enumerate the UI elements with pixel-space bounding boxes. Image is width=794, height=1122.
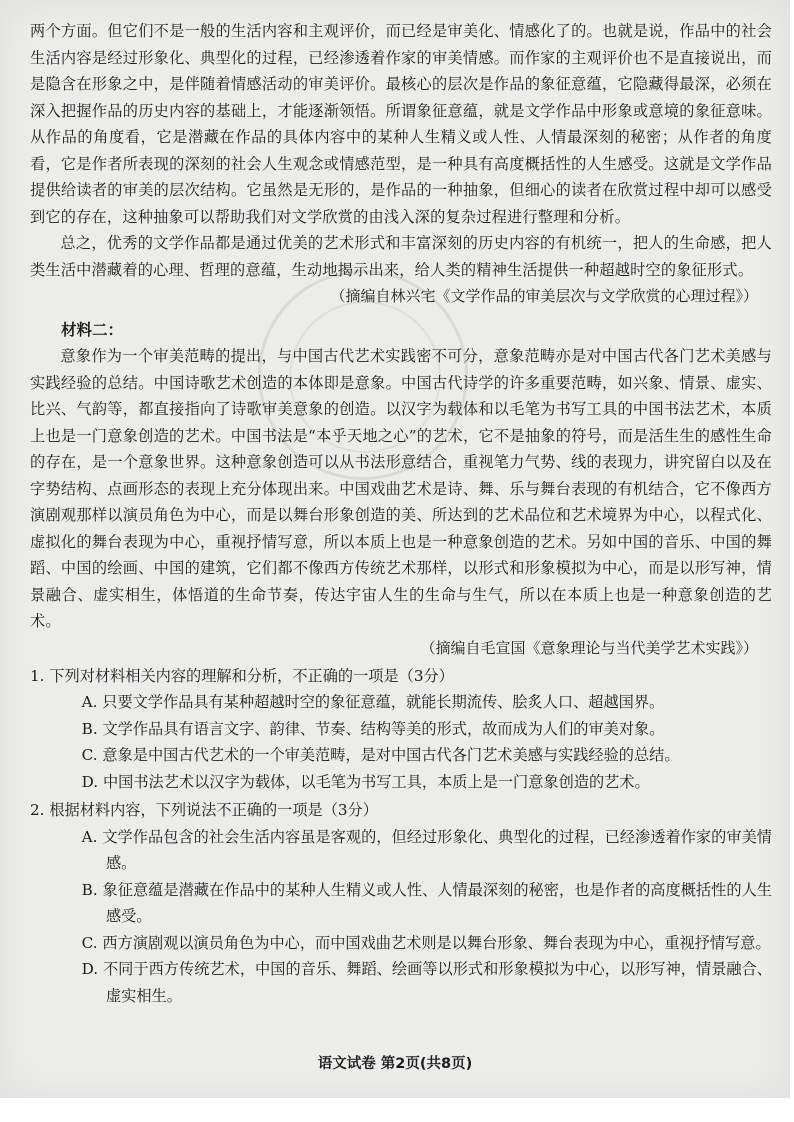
option-c: C. 西方演剧观以演员角色为中心，而中国戏曲艺术则是以舞台形象、舞台表现为中心，重视抒情写意。 bbox=[81, 933, 771, 952]
question-stem: 1. 下列对材料相关内容的理解和分析，不正确的一项是（3分） bbox=[30, 666, 454, 685]
page-content bbox=[30, 18, 772, 1009]
option-b: B. 文学作品具有语言文字、韵律、节奏、结构等美的形式，故而成为人们的审美对象。 bbox=[81, 719, 665, 738]
option-a: A. 文学作品包含的社会生活内容虽是客观的，但经过形象化、典型化的过程，已经渗透着作家的审美情感。 bbox=[81, 827, 772, 872]
material1-paragraph: 总之，优秀的文学作品都是通过优美的艺术形式和丰富深刻的历史内容的有机统一，把人的生命感，把人类生活中潜藏着的心理、哲理的意蕴，生动地揭示出来，给人类的精神生活提供一种超越时空的象征形式。 bbox=[30, 234, 772, 279]
page-footer: 语文试卷 第2页(共8页) bbox=[317, 1056, 473, 1072]
material1-paragraph: 两个方面。但它们不是一般的生活内容和主观评价，而已经是审美化、情感化了的。也就是说，作品中的社会生活内容是经过形象化、典型化的过程，已经渗透着作家的审美情感。而作家的主观评价也不是直接说出，而是隐含在形象之中，是伴随着情感活动的审美评价。最核心的层次是作品的象征意蕴，它隐藏得最深，必须在深入把握作品的历史内容的基础上，才能逐渐领悟。所谓象征意蕴，就是文学作品中形象或意境的象征意味。从作品的角度看，它是潜藏在作品的具体内容中的某种人生精义或人性、人情最深刻的秘密；从作者的角度看，它是作者所表现的深刻的社会人生观念或情感范型，是一种具有高度概括性的人生感受。这就是文学作品提供给读者的审美的层次结构。它虽然是无形的，是作品的一种抽象，但细心的读者在欣赏过程中却可以感受到它的存在，这种抽象可以帮助我们对文学欣赏的由浅入深的复杂过程进行整理和分析。 bbox=[30, 22, 772, 226]
material2-heading: 材料二： bbox=[61, 321, 124, 339]
question-2 bbox=[30, 797, 772, 1009]
question-1 bbox=[30, 663, 772, 796]
material1-source: （摘编自林兴宅《文学作品的审美层次与文学欣赏的心理过程》） bbox=[330, 287, 758, 305]
option-b: B. 象征意蕴是潜藏在作品中的某种人生精义或人性、人情最深刻的秘密，也是作者的高度概括性的人生感受。 bbox=[81, 880, 772, 925]
question-stem: 2. 根据材料内容，下列说法不正确的一项是（3分） bbox=[30, 801, 378, 819]
option-d: D. 不同于西方传统艺术，中国的音乐、舞蹈、绘画等以形式和形象模拟为中心，以形写神，情景融合、虚实相生。 bbox=[81, 960, 772, 1005]
option-a: A. 只要文学作品具有某种超越时空的象征意蕴，就能长期流传、脍炙人口、超越国界。 bbox=[81, 693, 665, 711]
option-d: D. 中国书法艺术以汉字为载体，以毛笔为书写工具，本质上是一门意象创造的艺术。 bbox=[81, 772, 650, 791]
material2-paragraph: 意象作为一个审美范畴的提出，与中国古代艺术实践密不可分，意象范畴亦是对中国古代各门艺术美感与实践经验的总结。中国诗歌艺术创造的本体即是意象。中国古代诗学的许多重要范畴，如兴象、情景、虚实、比兴、气韵等，都直接指向了诗歌审美意象的创造。以汉字为载体和以毛笔为书写工具的中国书法艺术，本质上也是一门意象创造的艺术。中国书法是“本乎天地之心”的艺术，它不是抽象的符号，而是活生生的感性生命的存在，是一个意象世界。这种意象创造可以从书法形意结合，重视笔力气势、线的表现力，讲究留白以及在字势结构、点画形态的表现上充分体现出来。中国戏曲艺术是诗、舞、乐与舞台表现的有机结合，它不像西方演剧观那样以演员角色为中心，而是以舞台形象创造的美、所达到的艺术品位和艺术境界为中心，以程式化、虚拟化的舞台表现为中心，重视抒情写意，所以本质上也是一种意象创造的艺术。另如中国的音乐、中国的舞蹈、中国的绘画、中国的建筑，它们都不像西方传统艺术那样，以形式和形象模拟为中心，而是以形写神，情景融合、虚实相生，体悟道的生命节奏，传达宇宙人生的生命与生气，所以在本质上也是一种意象创造的艺术。 bbox=[30, 347, 772, 630]
option-c: C. 意象是中国古代艺术的一个审美范畴，是对中国古代各门艺术美感与实践经验的总结。 bbox=[81, 746, 680, 764]
material2-source: （摘编自毛宣国《意象理论与当代美学艺术实践》） bbox=[420, 638, 758, 657]
